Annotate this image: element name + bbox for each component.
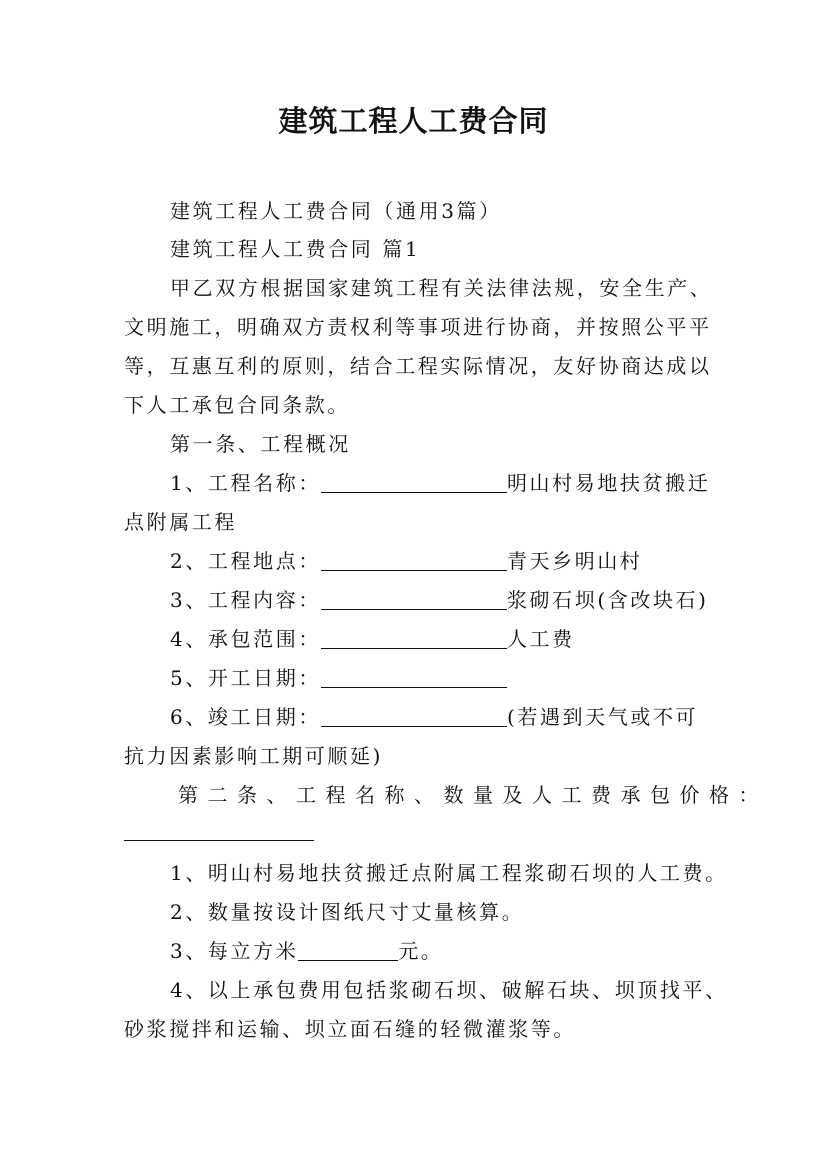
article-2-item: 2、数量按设计图纸尺寸丈量核算。 [170,900,525,924]
field-value: (若遇到天气或不可 [506,705,699,729]
project-name-row [170,468,710,498]
fill-blank [321,704,507,727]
field-value: 青天乡明山村 [506,549,643,573]
article-2-item-continued: 砂浆搅拌和运输、坝立面石缝的轻微灌浆等。 [124,1017,576,1041]
document-title: 建筑工程人工费合同 [278,104,549,138]
fill-blank [321,548,507,571]
field-label: 6、竣工日期： [170,705,321,729]
fill-blank [298,938,398,961]
article-1-heading: 第一条、工程概况 [170,432,351,456]
field-label: 2、工程地点： [170,549,321,573]
unit-price-row [170,936,444,966]
intro-line: 文明施工，明确双方责权利等事项进行协商，并按照公平平 [124,315,712,339]
field-label: 3、每立方米 [170,939,299,963]
contract-scope-row [170,624,575,654]
intro-line: 等，互惠互利的原则，结合工程实际情况，友好协商达成以 [124,354,712,378]
fill-blank [321,587,507,610]
article-2-item: 1、明山村易地扶贫搬迁点附属工程浆砌石坝的人工费。 [170,861,728,885]
field-label: 4、承包范围： [170,627,321,651]
field-label: 5、开工日期： [170,666,321,690]
article-2-heading: 第二条、工程名称、数量及人工费承包价格： [178,783,768,807]
section-heading: 建筑工程人工费合同 篇1 [170,237,421,261]
fill-blank [321,470,507,493]
field-suffix: 元。 [398,939,444,963]
fill-blank [321,665,507,688]
field-label: 3、工程内容： [170,588,321,612]
completion-date-row [170,702,698,732]
field-value: 浆砌石坝(含改块石) [506,588,709,612]
intro-line: 下人工承包合同条款。 [124,393,350,417]
field-value-continued: 点附属工程 [124,510,237,534]
field-label: 1、工程名称： [170,471,321,495]
fill-blank [321,626,507,649]
article-2-item: 4、以上承包费用包括浆砌石坝、破解石块、坝顶找平、 [170,978,728,1002]
field-value: 人工费 [506,627,575,651]
field-value-continued: 抗力因素影响工期可顺延) [124,744,384,768]
start-date-row [170,663,507,693]
project-content-row [170,585,709,615]
field-value: 明山村易地扶贫搬迁 [506,471,711,495]
project-location-row [170,546,643,576]
document-subtitle: 建筑工程人工费合同（通用3篇） [170,199,502,223]
fill-blank-line [124,840,314,841]
intro-line: 甲乙双方根据国家建筑工程有关法律法规，安全生产、 [170,276,713,300]
